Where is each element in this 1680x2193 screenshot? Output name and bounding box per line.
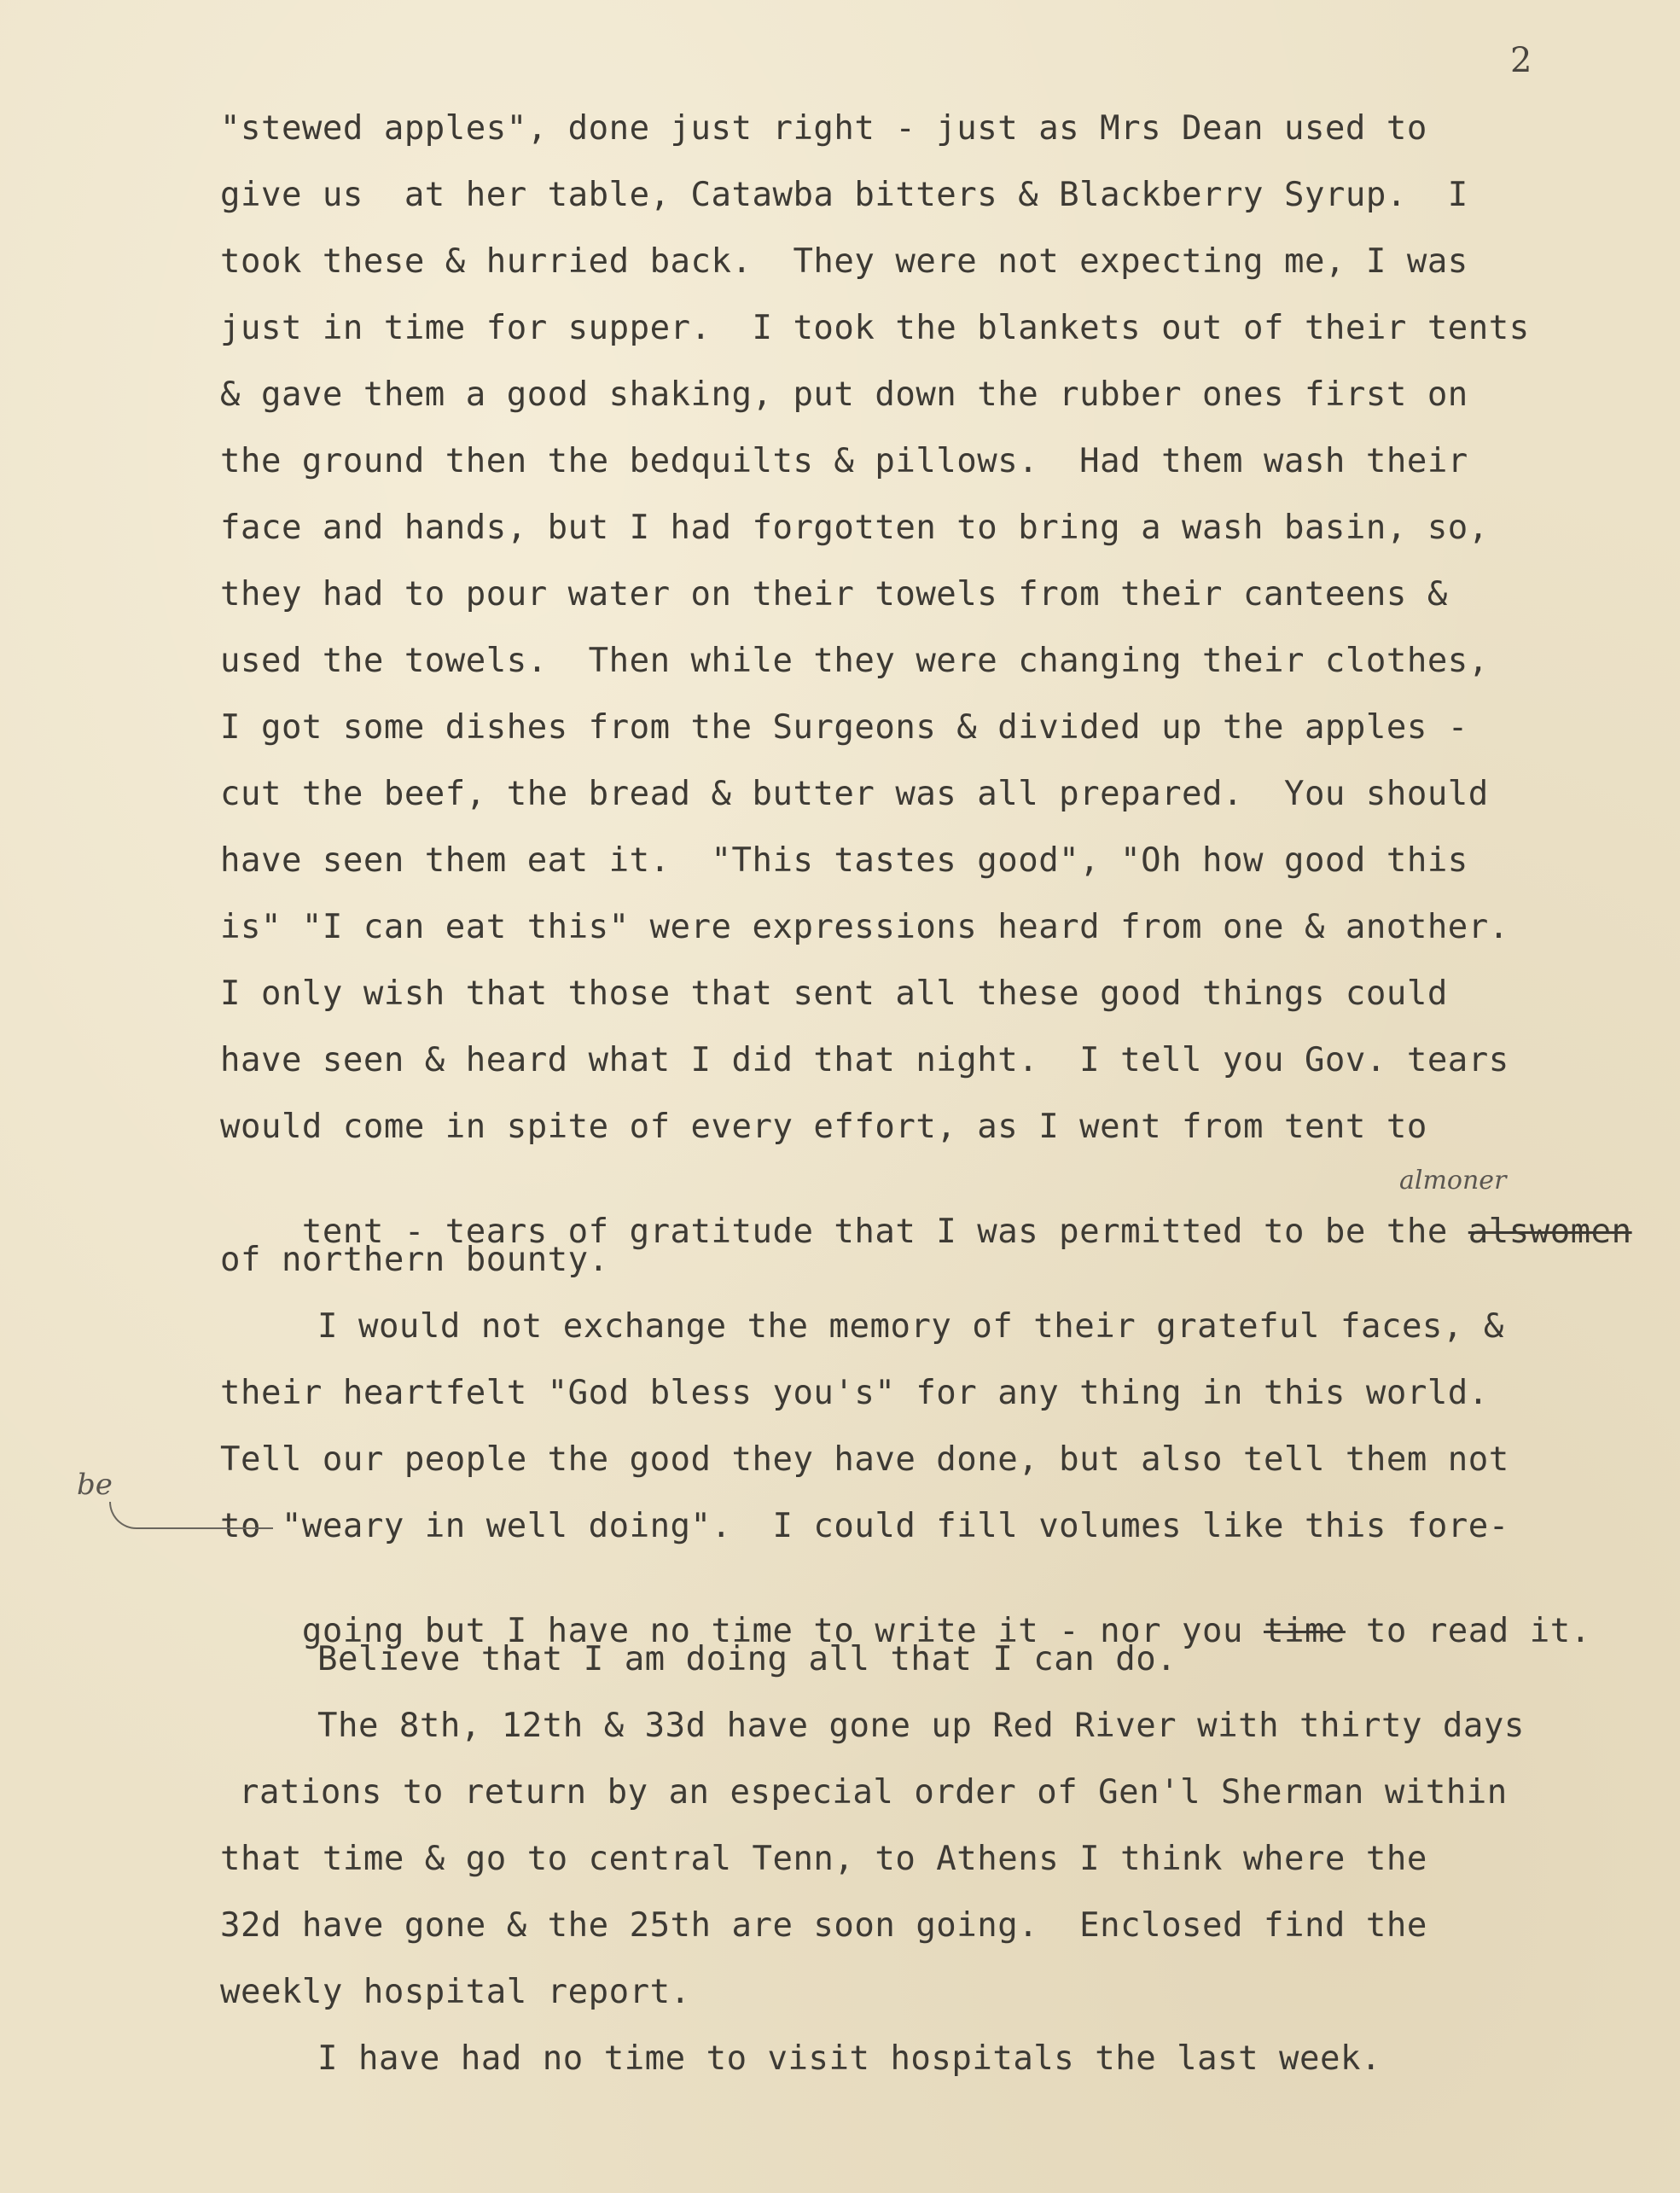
- struck-word: alswomen: [1468, 1213, 1632, 1251]
- text-line: I got some dishes from the Surgeons & divided up the apples -: [220, 708, 1468, 747]
- handwritten-insertion: almoner: [1399, 1166, 1507, 1195]
- text-line: have seen them eat it. "This tastes good", "Oh how good this: [220, 841, 1468, 880]
- text-line: the ground then the bedquilts & pillows. Had them wash their: [220, 442, 1468, 480]
- text-line: is" "I can eat this" were expressions heard from one & another.: [220, 908, 1509, 946]
- page-number: 2: [1510, 41, 1532, 80]
- text-segment: tent - tears of gratitude that I was permitted to be the: [301, 1213, 1468, 1251]
- text-line: rations to return by an especial order of Gen'l Sherman within: [239, 1773, 1508, 1812]
- text-line: I only wish that those that sent all these good things could: [220, 974, 1448, 1013]
- struck-word: time: [1263, 1612, 1346, 1650]
- text-line: have seen & heard what I did that night. I tell you Gov. tears: [220, 1041, 1509, 1079]
- paragraph-start-line: I have had no time to visit hospitals the last week.: [317, 2039, 1381, 2078]
- paragraph-start-line: Believe that I am doing all that I can do.: [317, 1640, 1177, 1678]
- margin-insertion: be: [77, 1468, 113, 1502]
- text-line: used the towels. Then while they were changing their clothes,: [220, 642, 1489, 680]
- insertion-caret-line: [109, 1502, 273, 1529]
- text-line: & gave them a good shaking, put down the rubber ones first on: [220, 375, 1468, 414]
- text-segment: going but I have no time to write it - nor you: [301, 1612, 1264, 1650]
- text-line: of northern bounty.: [220, 1241, 609, 1279]
- text-line: "stewed apples", done just right - just as Mrs Dean used to: [220, 109, 1427, 148]
- paragraph-start-line: I would not exchange the memory of their grateful faces, &: [317, 1307, 1504, 1346]
- text-line: would come in spite of every effort, as I went from tent to: [220, 1108, 1427, 1146]
- text-segment: to read it.: [1345, 1612, 1591, 1650]
- text-line: their heartfelt "God bless you's" for any thing in this world.: [220, 1374, 1489, 1412]
- text-line: cut the beef, the bread & butter was all prepared. You should: [220, 775, 1489, 813]
- text-line: they had to pour water on their towels from their canteens &: [220, 575, 1448, 614]
- text-line: give us at her table, Catawba bitters & Blackberry Syrup. I: [220, 176, 1468, 214]
- text-line: that time & go to central Tenn, to Athens I think where the: [220, 1840, 1427, 1878]
- text-line: took these & hurried back. They were not expecting me, I was: [220, 242, 1468, 281]
- text-line: weekly hospital report.: [220, 1973, 691, 2011]
- paragraph-start-line: The 8th, 12th & 33d have gone up Red River with thirty days: [317, 1707, 1525, 1745]
- text-line: Tell our people the good they have done, but also tell them not: [220, 1440, 1509, 1479]
- text-line: face and hands, but I had forgotten to bring a wash basin, so,: [220, 509, 1489, 547]
- text-line: just in time for supper. I took the blankets out of their tents: [220, 309, 1530, 347]
- text-line: to "weary in well doing". I could fill volumes like this fore-: [220, 1507, 1509, 1545]
- text-line: 32d have gone & the 25th are soon going. Enclosed find the: [220, 1906, 1427, 1945]
